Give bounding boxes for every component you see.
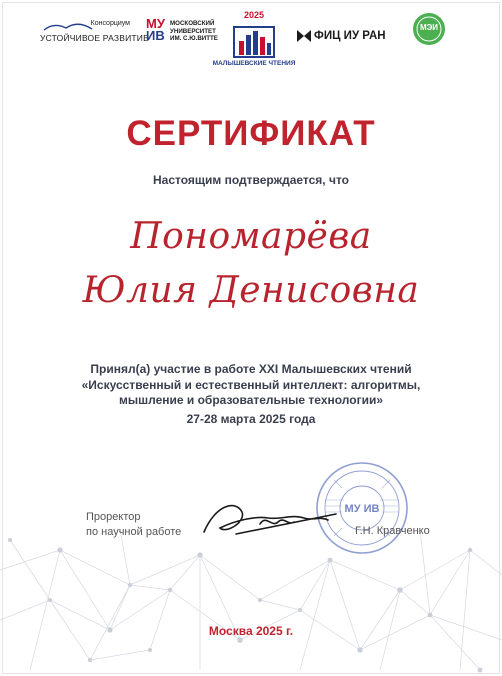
mei-text: МЭИ <box>419 23 439 32</box>
recipient-given-name: Юлия Денисовна <box>82 270 420 311</box>
mei-logo <box>412 12 446 46</box>
muiv-text-line-3: ИМ. С.Ю.ВИТТЕ <box>170 35 218 42</box>
consortium-name: УСТОЙЧИВОЕ РАЗВИТИЕ <box>40 33 149 43</box>
muiv-mark-top: МУ <box>146 16 165 31</box>
participation-line-3: мышление и образовательные технологии» <box>118 393 383 407</box>
muiv-mark <box>146 18 165 42</box>
event-date: 27-28 марта 2025 года <box>186 412 316 426</box>
participation-line-2: «Искусственный и естественный интеллект: алгоритмы, <box>81 377 421 392</box>
recipient-surname: Пономарёва <box>130 216 372 257</box>
stamp-center-mark: МУ ИВ <box>344 503 380 515</box>
consortium-logo <box>40 20 149 50</box>
muiv-text-line-1: МОСКОВСКИЙ <box>170 20 215 27</box>
certificate-title: СЕРТИФИКАТ <box>126 114 376 153</box>
city-year: Москва 2025 г. <box>208 624 294 638</box>
signer-role <box>86 510 181 540</box>
certificate-subtitle: Настоящим подтверждается, что <box>153 173 349 187</box>
signer-role-line-2: по научной работе <box>86 526 182 538</box>
readings-name: МАЛЫШЕВСКИЕ ЧТЕНИЯ <box>212 60 296 67</box>
books-icon <box>208 21 300 61</box>
frc-emblem-icon <box>296 28 312 44</box>
signer-role-line-1: Проректор <box>86 511 141 523</box>
readings-logo <box>208 10 300 68</box>
handwritten-signature <box>196 494 346 544</box>
frc-logo <box>296 28 396 46</box>
muiv-mark-bottom: ИВ <box>146 28 165 43</box>
participation-line-1: Принял(а) участие в работе XXI Малышевских чтений <box>90 362 412 376</box>
frc-name: ФИЦ ИУ РАН <box>314 30 386 42</box>
readings-year: 2025 <box>243 10 265 20</box>
signer-name: Г.Н. Кравченко <box>355 525 430 537</box>
muiv-text-line-2: УНИВЕРСИТЕТ <box>170 27 216 35</box>
consortium-label: Консорциум <box>90 20 130 27</box>
network-background-decoration <box>0 530 502 676</box>
